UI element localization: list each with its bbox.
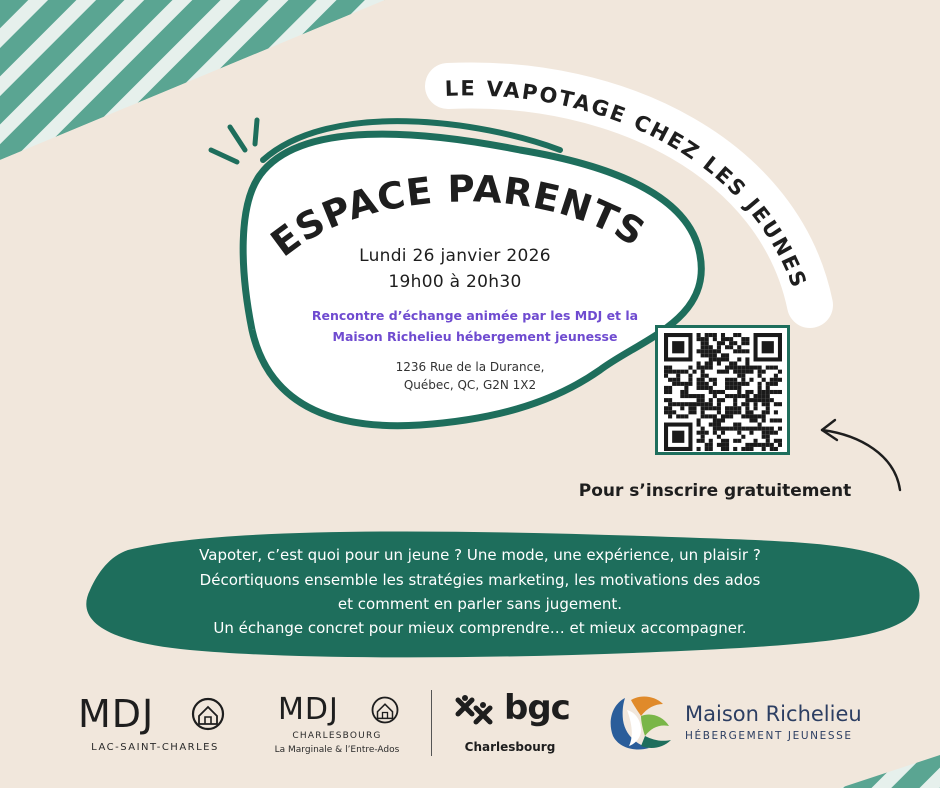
logo-maison-richelieu <box>605 688 895 758</box>
logo-mdj-lac-sub: LAC-SAINT-CHARLES <box>91 742 219 753</box>
body-text-line-1: Vapoter, c’est quoi pour un jeune ? Une mode, une expérience, un plaisir ? <box>199 546 761 564</box>
logo-bgc-sub: Charlesbourg <box>464 740 556 754</box>
bgc-people-icon <box>452 694 500 728</box>
qr-finder-pattern <box>762 341 774 353</box>
info-blob <box>0 500 940 680</box>
logo-maison-richelieu-sub: HÉBERGEMENT JEUNESSE <box>685 730 853 742</box>
logo-mdj-charlesbourg-sub1: CHARLESBOURG <box>292 731 382 741</box>
logo-mdj-charlesbourg-name: MDJ <box>278 692 339 727</box>
logo-divider <box>431 690 432 756</box>
house-circle-icon <box>370 695 400 725</box>
event-date: Lundi 26 janvier 2026 <box>359 246 551 266</box>
logo-mdj-lac-saint-charles <box>70 690 240 760</box>
qr-code-icon <box>664 333 782 451</box>
stripes-decoration-bottom <box>780 755 940 788</box>
event-address-line-2: Québec, QC, G2N 1X2 <box>403 378 537 392</box>
qr-code-frame[interactable] <box>655 325 790 455</box>
event-address-line-1: 1236 Rue de la Durance, <box>395 360 545 374</box>
event-title-svg <box>0 0 940 360</box>
body-text-line-3: et comment en parler sans jugement. <box>337 595 623 613</box>
banner-text: LE VAPOTAGE CHEZ LES JEUNES <box>444 76 812 293</box>
logo-mdj-lac-name: MDJ <box>78 692 155 736</box>
logo-mdj-charlesbourg-sub2: La Marginale & l’Entre-Ados <box>274 745 400 755</box>
body-text-line-4: Un échange concret pour mieux comprendre… et mieux accompagner. <box>213 619 747 637</box>
logo-maison-richelieu-name: Maison Richelieu <box>685 702 862 726</box>
event-time: 19h00 à 20h30 <box>388 272 522 292</box>
logo-bgc-charlesbourg <box>450 688 580 760</box>
logo-bgc-name: bgc <box>504 688 570 728</box>
house-circle-icon <box>190 696 226 732</box>
registration-cta: Pour s’inscrire gratuitement <box>578 481 852 501</box>
qr-finder-pattern <box>672 341 684 353</box>
bird-logo-icon <box>605 690 675 754</box>
logo-mdj-charlesbourg <box>262 690 412 762</box>
body-text-line-2: Décortiquons ensemble les stratégies marketing, les motivations des ados <box>199 571 761 589</box>
event-description-line-1: Rencontre d’échange animée par les MDJ et la <box>311 308 639 323</box>
event-title: ESPACE PARENTS <box>263 167 653 266</box>
event-description-line-2: Maison Richelieu hébergement jeunesse <box>332 329 618 344</box>
qr-finder-pattern <box>672 431 684 443</box>
